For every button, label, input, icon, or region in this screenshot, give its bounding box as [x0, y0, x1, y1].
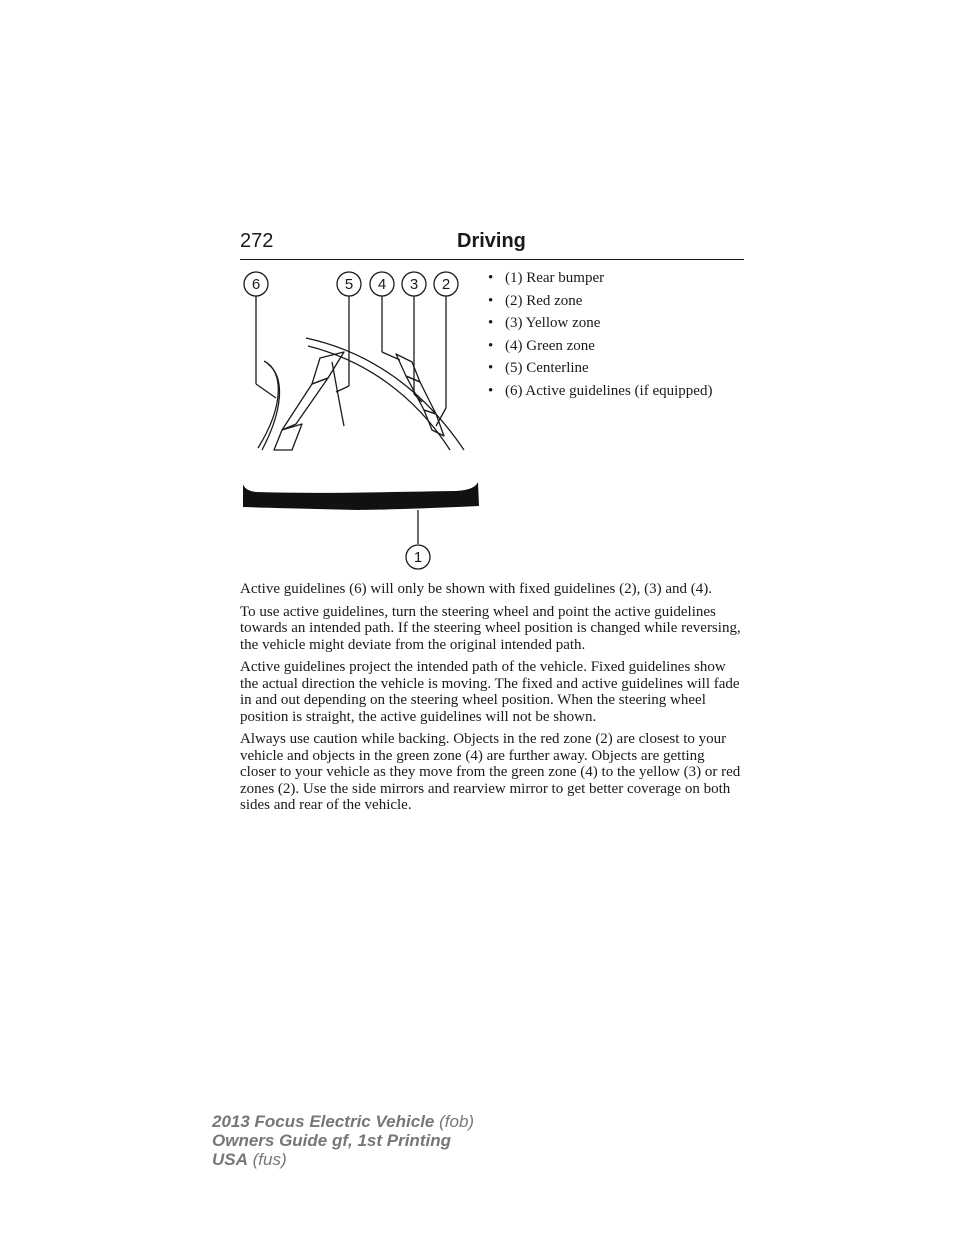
- bullet-icon: •: [488, 292, 494, 309]
- footer-market: USA: [212, 1150, 248, 1169]
- bullet-icon: •: [488, 337, 494, 354]
- diagram-svg: [236, 266, 486, 578]
- right-zone-lines-3: [424, 410, 444, 436]
- callout-label-6: 6: [251, 276, 261, 293]
- legend-item-label: (2) Red zone: [505, 292, 583, 309]
- diagram-legend: [488, 267, 712, 402]
- page-header: [240, 229, 744, 260]
- callout-label-3: 3: [409, 276, 419, 293]
- legend-item: [488, 380, 712, 403]
- paragraph: Active guidelines project the intended path of the vehicle. Fixed guidelines show the actual direction the vehicle is moving. The fixed and active guidelines will fade in and out depending on the steering wheel position. When the steering wheel position is straight, the active guidelines will not be shown.: [240, 659, 740, 725]
- callout-label-1: 1: [413, 549, 423, 566]
- leader-5b: [336, 386, 349, 392]
- legend-item-label: (4) Green zone: [505, 337, 595, 354]
- page-footer: [212, 1112, 474, 1169]
- paragraph: Always use caution while backing. Objects in the red zone (2) are closest to your vehicle and objects in the green zone (4) are further away. Objects are getting closer to your vehicle as they move from the green zone (4) to the yellow (3) or red zones (2). Use the side mirrors and rearview mirror to get better coverage on both sides and rear of the vehicle.: [240, 731, 741, 813]
- legend-item: [488, 267, 712, 290]
- callout-label-5: 5: [344, 276, 354, 293]
- body-text: [240, 581, 744, 820]
- legend-item-label: (3) Yellow zone: [505, 315, 601, 331]
- callout-label-2: 2: [441, 276, 451, 293]
- footer-line-1: [212, 1112, 474, 1131]
- footer-market-code: (fus): [252, 1150, 287, 1169]
- right-zone-lines: [396, 354, 420, 382]
- section-title: Driving: [457, 230, 526, 252]
- leader-6b: [256, 384, 276, 398]
- legend-item-label: (6) Active guidelines (if equipped): [505, 382, 713, 399]
- rear-bumper-shape: [243, 482, 479, 510]
- guideline-arc-outer: [306, 338, 464, 450]
- page-number: 272: [240, 230, 274, 252]
- legend-item: [488, 335, 712, 358]
- legend-item: [488, 357, 712, 380]
- bullet-icon: •: [488, 315, 494, 331]
- legend-item-label: (5) Centerline: [505, 360, 589, 376]
- paragraph: Active guidelines (6) will only be shown with fixed guidelines (2), (3) and (4).: [240, 581, 712, 597]
- paragraph: To use active guidelines, turn the steering wheel and point the active guidelines towards an intended path. If the steering wheel position is changed while reversing, the vehicle might deviate from the original intended path.: [240, 603, 741, 653]
- bullet-icon: •: [488, 382, 494, 399]
- legend-item: [488, 312, 712, 335]
- rear-camera-guidelines-diagram: [236, 266, 486, 578]
- bullet-icon: •: [488, 270, 494, 286]
- bullet-icon: •: [488, 360, 494, 376]
- footer-line-2: [212, 1131, 474, 1150]
- left-zone-lines-3: [274, 424, 302, 450]
- footer-vehicle-code: (fob): [439, 1112, 475, 1131]
- footer-guide: Owners Guide gf, 1st Printing: [212, 1131, 451, 1150]
- left-zone-lines-2: [282, 378, 328, 430]
- left-centerline: [332, 362, 344, 426]
- legend-item: [488, 290, 712, 313]
- callout-label-4: 4: [377, 276, 387, 293]
- footer-vehicle: 2013 Focus Electric Vehicle: [212, 1112, 435, 1131]
- footer-line-3: [212, 1150, 474, 1169]
- legend-item-label: (1) Rear bumper: [505, 270, 605, 286]
